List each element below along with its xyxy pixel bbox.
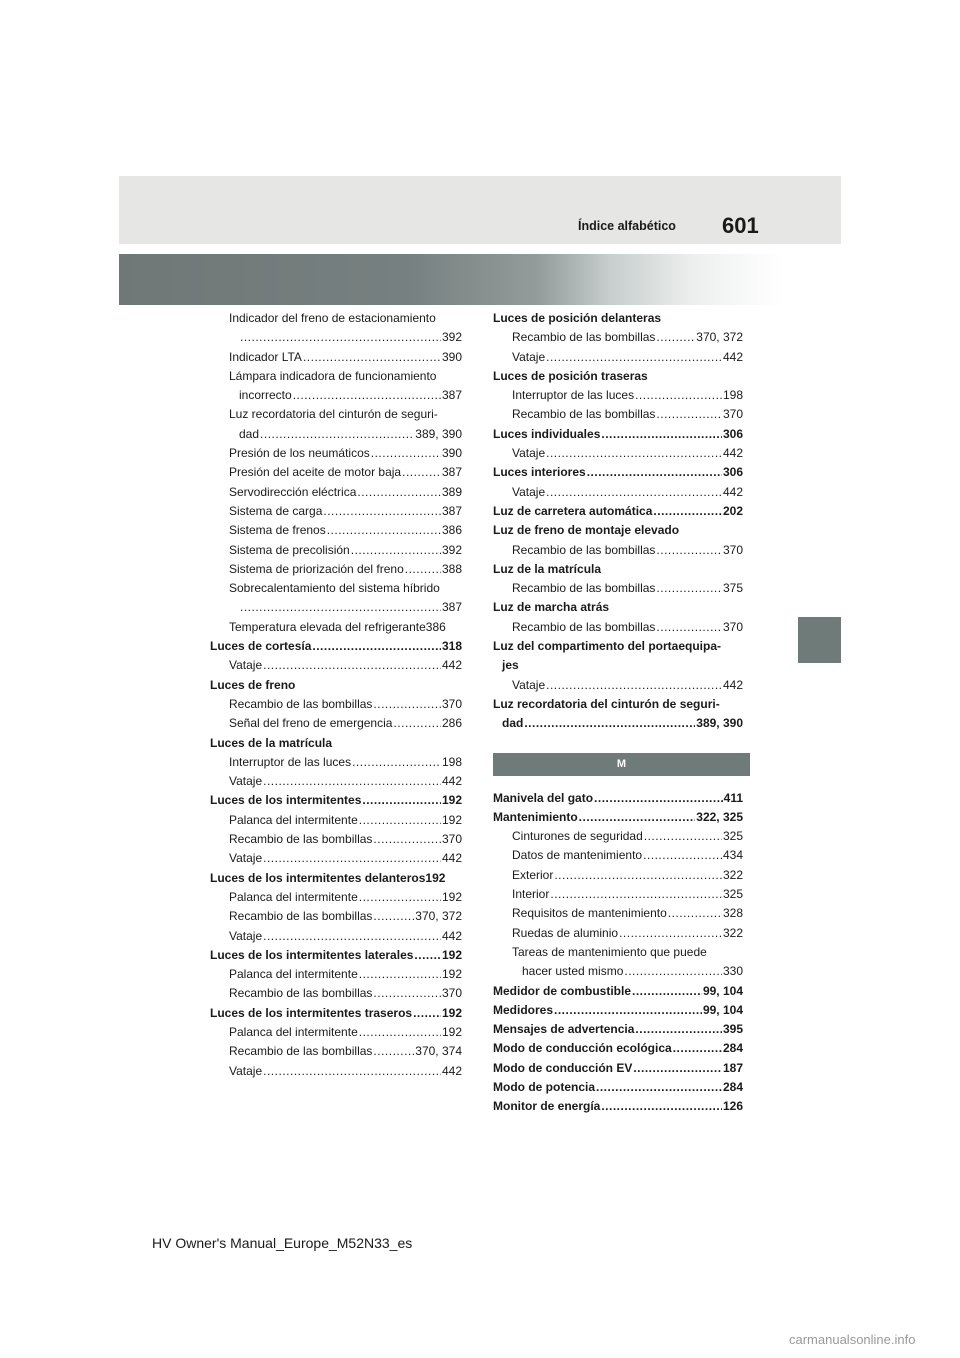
entry-page-ref[interactable]: 126 [722, 1099, 743, 1114]
index-subentry [210, 348, 462, 367]
leader-dots [413, 1004, 441, 1023]
leader-dots [546, 348, 722, 367]
entry-page-ref[interactable]: 434 [722, 848, 743, 863]
entry-label: Palanca del intermitente [229, 889, 358, 904]
entry-page-ref[interactable]: 284 [722, 1041, 743, 1056]
watermark: carmanualsonline.info [789, 1332, 916, 1347]
entry-label: Requisitos de mantenimiento [512, 906, 667, 921]
index-subentry [493, 348, 743, 367]
index-heading: Luz del compartimento del portaequipa- [493, 639, 722, 654]
index-subentry [210, 830, 462, 849]
index-subentry [210, 502, 462, 521]
entry-label: Recambio de las bombillas [512, 581, 656, 596]
entry-label: Interruptor de las luces [512, 388, 635, 403]
leader-dots [594, 789, 723, 808]
entry-label: Recambio de las bombillas [229, 696, 373, 711]
leader-dots [260, 425, 414, 444]
entry-label: Palanca del intermitente [229, 967, 358, 982]
index-subentry [210, 463, 462, 482]
index-subentry [210, 927, 462, 946]
entry-page-ref[interactable]: 387 [441, 465, 462, 480]
index-subentry [493, 541, 743, 560]
entry-page-ref[interactable]: 306 [722, 465, 743, 480]
leader-dots [263, 656, 441, 675]
index-subentry [493, 483, 743, 502]
leader-dots [357, 483, 441, 502]
index-main-entry [493, 1020, 743, 1039]
index-main-entry [493, 1059, 743, 1078]
entry-label: Recambio de las bombillas [229, 832, 373, 847]
entry-page-ref[interactable]: 192 [441, 1005, 462, 1020]
entry-label: Modo de potencia [493, 1079, 595, 1094]
leader-dots [656, 541, 722, 560]
entry-label: Cinturones de seguridad [512, 829, 643, 844]
index-subentry [210, 521, 462, 540]
leader-dots [656, 579, 722, 598]
index-subentry [493, 866, 743, 885]
leader-dots [644, 827, 722, 846]
entry-page-ref[interactable]: 286 [441, 716, 462, 731]
index-heading: Luz de marcha atrás [493, 600, 610, 615]
entry-label: Sistema de priorización del freno [229, 561, 404, 576]
leader-dots [653, 502, 722, 521]
index-subentry [493, 846, 743, 865]
leader-dots [352, 753, 441, 772]
leader-dots [240, 328, 441, 347]
entry-label: Luz de carretera automática [493, 503, 653, 518]
leader-dots [554, 866, 722, 885]
entry-page-ref[interactable]: 411 [723, 790, 743, 805]
entry-page-ref[interactable]: 99, 104 [702, 983, 743, 998]
entry-label: Sistema de precolisión [229, 542, 350, 557]
index-subentry [210, 483, 462, 502]
entry-page-ref[interactable]: 187 [722, 1060, 743, 1075]
entry-page-ref[interactable]: 442 [441, 928, 462, 943]
leader-dots [546, 676, 722, 695]
entry-label: Vataje [229, 851, 263, 866]
leader-dots [312, 637, 441, 656]
leader-dots [240, 598, 441, 617]
index-subentry [210, 328, 462, 347]
entry-label: Vataje [512, 349, 546, 364]
entry-page-ref[interactable]: 442 [441, 774, 462, 789]
leader-dots [351, 541, 441, 560]
leader-dots [656, 405, 722, 424]
index-subentry [210, 811, 462, 830]
entry-page-ref[interactable]: 389 [441, 484, 462, 499]
leader-dots [643, 846, 722, 865]
leader-dots [579, 808, 696, 827]
index-subentry [493, 827, 743, 846]
entry-label: Vataje [512, 446, 546, 461]
leader-dots [393, 714, 441, 733]
entry-page-ref[interactable]: 370 [722, 619, 743, 634]
entry-label: Modo de conducción ecológica [493, 1041, 672, 1056]
entry-page-ref[interactable]: 325 [722, 829, 743, 844]
leader-dots [402, 463, 441, 482]
entry-page-ref[interactable]: 370 [441, 696, 462, 711]
index-subentry [210, 444, 462, 463]
entry-label: Manivela del gato [493, 790, 594, 805]
leader-dots [546, 444, 722, 463]
leader-dots [601, 425, 722, 444]
index-main-entry [493, 1001, 743, 1020]
entry-page-ref[interactable]: 392 [441, 330, 462, 345]
leader-dots [359, 1023, 441, 1042]
index-heading: Luz de la matrícula [493, 561, 602, 576]
entry-label: Recambio de las bombillas [229, 909, 373, 924]
entry-page-ref[interactable]: 99, 104 [702, 1002, 743, 1017]
entry-page-ref[interactable]: 192 [441, 967, 462, 982]
entry-page-ref[interactable]: 328 [722, 906, 743, 921]
index-subentry [210, 1042, 462, 1061]
leader-dots [263, 927, 441, 946]
entry-page-ref[interactable]: 442 [722, 446, 743, 461]
entry-page-ref[interactable]: 387 [441, 600, 462, 615]
index-main-entry [493, 425, 743, 444]
entry-page-ref[interactable]: 442 [441, 1063, 462, 1078]
entry-page-ref[interactable]: 370 [722, 542, 743, 557]
entry-label: Luces de los intermitentes traseros [210, 1005, 413, 1020]
entry-label: Mantenimiento [493, 809, 578, 824]
index-heading: Luces de posición delanteras [493, 311, 662, 325]
footer-manual-id: HV Owner's Manual_Europe_M52N33_es [152, 1235, 413, 1251]
entry-label: Sistema de frenos [229, 523, 326, 538]
entry-label: Señal del freno de emergencia [229, 716, 393, 731]
entry-page-ref[interactable]: 370 [441, 832, 462, 847]
index-subentry [210, 1062, 462, 1081]
leader-dots [601, 1097, 722, 1116]
leader-dots [635, 386, 722, 405]
entry-page-ref[interactable]: 318 [441, 639, 462, 654]
index-main-entry [493, 1039, 743, 1058]
index-subentry [210, 714, 462, 733]
index-main-entry [493, 1078, 743, 1097]
entry-label: Presión del aceite de motor baja [229, 465, 402, 480]
page-number: 601 [722, 213, 759, 238]
index-main-entry [210, 946, 462, 965]
leader-dots [656, 328, 695, 347]
index-subentry [210, 598, 462, 617]
entry-label: Vataje [229, 774, 263, 789]
index-subentry-text: Temperatura elevada del refrigerante386 [229, 619, 446, 634]
leader-dots [371, 444, 441, 463]
leader-dots [362, 791, 441, 810]
index-subentry [210, 849, 462, 868]
entry-page-ref[interactable]: 202 [722, 503, 743, 518]
entry-page-ref[interactable]: 322, 325 [696, 809, 743, 824]
entry-label: Luces de los intermitentes [210, 793, 362, 808]
entry-label: Vataje [229, 1063, 263, 1078]
entry-page-ref[interactable]: 322 [722, 867, 743, 882]
index-subentry [493, 924, 743, 943]
entry-page-ref[interactable]: 325 [722, 887, 743, 902]
leader-dots [359, 965, 441, 984]
leader-dots [359, 811, 441, 830]
index-subentry-text: Indicador del freno de estacionamiento [229, 311, 436, 325]
index-subentry-text: Lámpara indicadora de funcionamiento [229, 368, 437, 383]
entry-page-ref[interactable]: 390 [441, 349, 462, 364]
entry-page-ref[interactable]: 388 [441, 561, 462, 576]
index-main-entry [493, 502, 743, 521]
entry-page-ref[interactable]: 386 [441, 523, 462, 538]
leader-dots [633, 1059, 722, 1078]
index-subentry [210, 425, 462, 444]
entry-page-ref[interactable]: 192 [441, 793, 462, 808]
entry-label: Luces de cortesía [210, 639, 312, 654]
entry-page-ref[interactable]: 392 [441, 542, 462, 557]
leader-dots [619, 924, 722, 943]
index-subentry [210, 772, 462, 791]
entry-page-ref[interactable]: 387 [441, 503, 462, 518]
index-heading: Luces de posición traseras [493, 368, 648, 383]
entry-label: Vataje [229, 658, 263, 673]
entry-page-ref[interactable]: 370, 374 [415, 1044, 462, 1059]
index-column-right [493, 309, 743, 1117]
leader-dots [373, 907, 414, 926]
entry-label: Vataje [229, 928, 263, 943]
index-subentry [493, 579, 743, 598]
index-subentry [493, 962, 743, 981]
entry-label: Luces individuales [493, 426, 601, 441]
letter-section-header: M [493, 753, 750, 776]
index-main-entry [210, 1004, 462, 1023]
entry-label: Recambio de las bombillas [512, 330, 656, 345]
entry-label: Luces interiores [493, 465, 586, 480]
entry-label: Palanca del intermitente [229, 812, 358, 827]
index-heading: Luces de la matrícula [210, 735, 333, 750]
leader-dots [373, 1042, 414, 1061]
entry-page-ref[interactable]: 370, 372 [415, 909, 462, 924]
entry-label: Datos de mantenimiento [512, 848, 643, 863]
entry-page-ref[interactable]: 198 [722, 388, 743, 403]
entry-label: Exterior [512, 867, 554, 882]
index-main-entry [210, 791, 462, 810]
entry-page-ref[interactable]: 192 [441, 889, 462, 904]
index-subentry [493, 386, 743, 405]
index-main-entry [210, 637, 462, 656]
index-main-entry [493, 714, 743, 733]
entry-page-ref[interactable]: 395 [722, 1022, 743, 1037]
leader-dots [263, 1062, 441, 1081]
entry-page-ref[interactable]: 192 [441, 1024, 462, 1039]
index-main-entry [493, 982, 743, 1001]
leader-dots [587, 463, 722, 482]
entry-page-ref[interactable]: 442 [722, 349, 743, 364]
leader-dots [359, 888, 441, 907]
entry-label: Vataje [512, 484, 546, 499]
leader-dots [327, 521, 441, 540]
entry-page-ref[interactable]: 306 [722, 426, 743, 441]
leader-dots [263, 772, 441, 791]
entry-label: Recambio de las bombillas [229, 1044, 373, 1059]
leader-dots [373, 695, 441, 714]
leader-dots [550, 885, 722, 904]
leader-dots [635, 1020, 722, 1039]
entry-page-ref[interactable]: 375 [722, 581, 743, 596]
leader-dots [673, 1039, 722, 1058]
leader-dots [668, 904, 722, 923]
index-subentry [493, 904, 743, 923]
index-column-left [210, 309, 462, 1081]
index-heading: jes [502, 658, 519, 673]
index-subentry [210, 386, 462, 405]
entry-label: Interruptor de las luces [229, 754, 352, 769]
entry-label: Vataje [512, 677, 546, 692]
entry-page-ref[interactable]: 322 [722, 925, 743, 940]
entry-page-ref[interactable]: 330 [722, 964, 743, 979]
index-subentry-text: Sobrecalentamiento del sistema híbrido [229, 581, 440, 596]
entry-label: Presión de los neumáticos [229, 446, 370, 461]
index-subentry [210, 753, 462, 772]
entry-page-ref[interactable]: 370 [722, 407, 743, 422]
leader-dots [373, 984, 441, 1003]
leader-dots [323, 502, 441, 521]
index-main-entry [493, 463, 743, 482]
leader-dots [546, 483, 722, 502]
index-subentry [493, 885, 743, 904]
entry-page-ref[interactable]: 370, 372 [696, 330, 743, 345]
entry-label: Medidor de combustible [493, 983, 632, 998]
entry-label: Recambio de las bombillas [512, 619, 656, 634]
index-heading: Luz de freno de montaje elevado [493, 523, 680, 538]
entry-label: Monitor de energía [493, 1099, 601, 1114]
leader-dots [596, 1078, 722, 1097]
index-subentry [210, 695, 462, 714]
entry-label: Medidores [493, 1002, 554, 1017]
index-main-entry [493, 808, 743, 827]
index-subentry [493, 618, 743, 637]
leader-dots [263, 849, 441, 868]
leader-dots [373, 830, 441, 849]
leader-dots [405, 560, 441, 579]
index-heading: Luz recordatoria del cinturón de seguri- [493, 696, 720, 711]
entry-page-ref[interactable]: 198 [441, 754, 462, 769]
entry-page-ref[interactable]: 192 [441, 947, 462, 962]
index-main-entry [493, 789, 743, 808]
entry-label: Interior [512, 887, 550, 902]
index-main-entry [493, 1097, 743, 1116]
entry-page-ref[interactable]: 192 [441, 812, 462, 827]
index-subentry [493, 405, 743, 424]
index-subentry [210, 1023, 462, 1042]
index-subentry [210, 888, 462, 907]
section-title: Índice alfabético [578, 219, 676, 233]
entry-label: Ruedas de aluminio [512, 925, 619, 940]
leader-dots [293, 386, 441, 405]
entry-label: Luces de los intermitentes laterales [210, 947, 414, 962]
entry-label: incorrecto [239, 388, 292, 403]
index-subentry-text: Tareas de mantenimiento que puede [512, 944, 707, 959]
index-subentry [210, 984, 462, 1003]
index-subentry [210, 560, 462, 579]
entry-label: Sistema de carga [229, 503, 323, 518]
index-subentry [210, 965, 462, 984]
entry-page-ref[interactable]: 442 [722, 484, 743, 499]
leader-dots [624, 962, 722, 981]
entry-page-ref[interactable]: 387 [441, 388, 462, 403]
leader-dots [554, 1001, 702, 1020]
entry-page-ref[interactable]: 390 [441, 446, 462, 461]
leader-dots [303, 348, 441, 367]
entry-page-ref[interactable]: 389, 390 [415, 426, 462, 441]
index-subentry [210, 541, 462, 560]
entry-label: dad [239, 426, 260, 441]
leader-dots [632, 982, 702, 1001]
entry-label: Recambio de las bombillas [512, 407, 656, 422]
entry-page-ref[interactable]: 284 [722, 1079, 743, 1094]
entry-label: dad [502, 716, 524, 731]
entry-label: Indicador LTA [229, 349, 302, 364]
index-subentry [493, 444, 743, 463]
leader-dots [656, 618, 722, 637]
index-subentry [210, 907, 462, 926]
entry-page-ref[interactable]: 442 [441, 851, 462, 866]
header-gradient-band [119, 254, 841, 305]
index-subentry-text: Luz recordatoria del cinturón de seguri- [229, 407, 438, 422]
leader-dots [524, 714, 695, 733]
entry-page-ref[interactable]: 389, 390 [696, 716, 743, 731]
index-subentry [210, 656, 462, 675]
entry-label: Mensajes de advertencia [493, 1022, 635, 1037]
entry-label: Palanca del intermitente [229, 1024, 358, 1039]
entry-label: hacer usted mismo [522, 964, 624, 979]
index-subentry [493, 328, 743, 347]
index-heading: Luces de los intermitentes delanteros192 [210, 870, 446, 885]
entry-label: Servodirección eléctrica [229, 484, 357, 499]
entry-label: Recambio de las bombillas [229, 986, 373, 1001]
index-subentry [493, 676, 743, 695]
entry-page-ref[interactable]: 442 [441, 658, 462, 673]
section-thumb-tab [798, 617, 841, 663]
entry-page-ref[interactable]: 442 [722, 677, 743, 692]
entry-page-ref[interactable]: 370 [441, 986, 462, 1001]
entry-label: Recambio de las bombillas [512, 542, 656, 557]
entry-label: Modo de conducción EV [493, 1060, 633, 1075]
leader-dots [414, 946, 441, 965]
index-heading: Luces de freno [210, 677, 296, 692]
